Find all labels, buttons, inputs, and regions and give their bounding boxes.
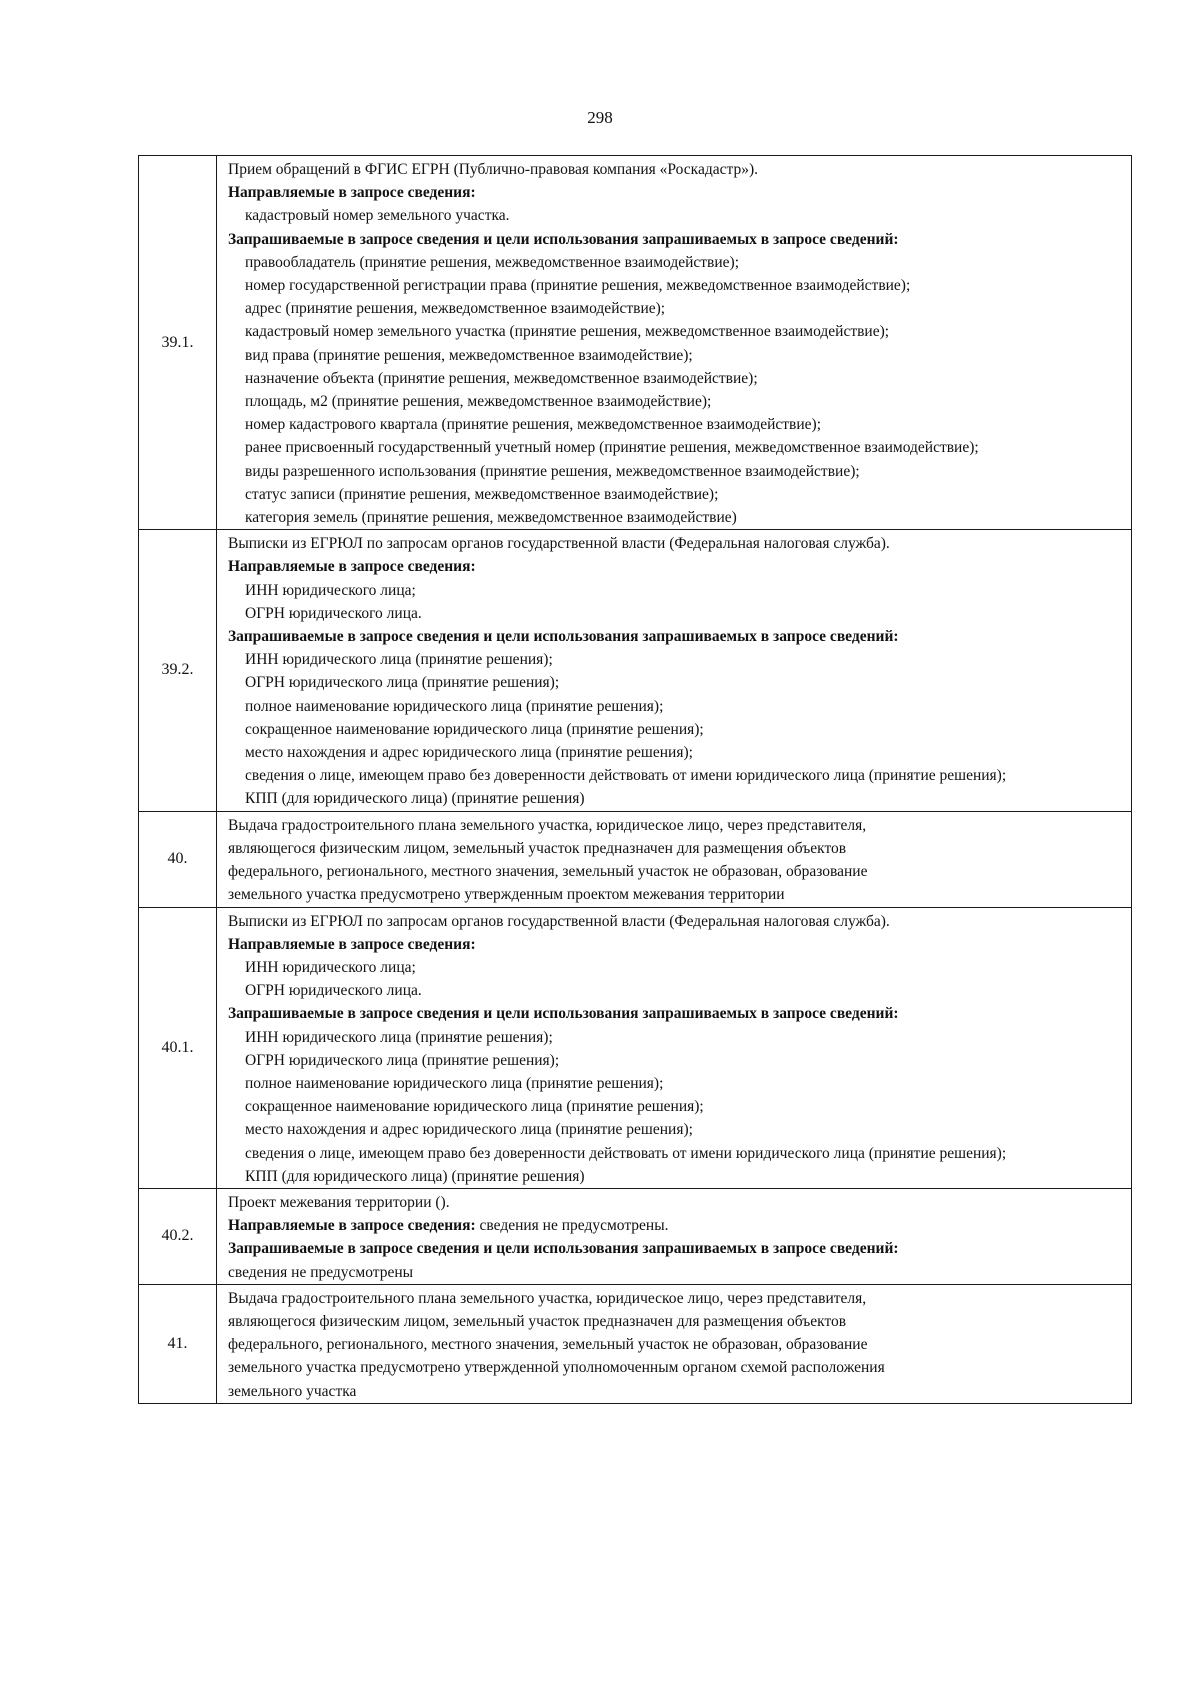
content-line: сведения не предусмотрены [228, 1263, 414, 1281]
content-line: сокращенное наименование юридического лица (принятие решения); [245, 720, 704, 738]
content-line: земельного участка [228, 1382, 357, 1400]
content-line: КПП (для юридического лица) (принятие решения) [245, 790, 585, 808]
table-row [139, 1284, 1132, 1403]
content-line: назначение объекта (принятие решения, межведомственное взаимодействие); [245, 369, 758, 387]
row-number: 39.1. [139, 156, 217, 530]
content-line: адрес (принятие решения, межведомственное взаимодействие); [245, 300, 666, 318]
content-line: сокращенное наименование юридического лица (принятие решения); [245, 1098, 704, 1116]
section-heading: Запрашиваемые в запросе сведения и цели использования запрашиваемых в запросе сведений: [228, 628, 899, 646]
row-number: 40.2. [139, 1188, 217, 1284]
table-row [139, 530, 1132, 811]
content-line: ранее присвоенный государственный учетный номер (принятие решения, межведомственное взаимодействие); [245, 439, 979, 457]
row-content [217, 907, 1132, 1188]
content-line: ИНН юридического лица (принятие решения); [245, 651, 553, 669]
content-line: КПП (для юридического лица) (принятие решения) [245, 1167, 585, 1185]
content-line: полное наименование юридического лица (принятие решения); [245, 1074, 664, 1092]
content-line: являющегося физическим лицом, земельный участок предназначен для размещения объектов [228, 1312, 847, 1330]
section-heading: Запрашиваемые в запросе сведения и цели использования запрашиваемых в запросе сведений: [228, 230, 899, 248]
section-heading: Направляемые в запросе сведения: [228, 558, 476, 576]
section-heading: Направляемые в запросе сведения: [228, 184, 476, 202]
content-line: земельного участка предусмотрено утвержденным проектом межевания территории [228, 886, 785, 904]
registry-table [138, 155, 1132, 1404]
content-line: кадастровый номер земельного участка (принятие решения, межведомственное взаимодействие); [245, 323, 890, 341]
row-number: 40.1. [139, 907, 217, 1188]
heading-value: сведения не предусмотрены. [475, 1217, 669, 1235]
content-line: Выписки из ЕГРЮЛ по запросам органов государственной власти (Федеральная налоговая служба). [228, 912, 890, 930]
content-line: номер государственной регистрации права (принятие решения, межведомственное взаимодействие); [245, 277, 911, 295]
content-line: ИНН юридического лица; [245, 958, 416, 976]
content-line: ИНН юридического лица (принятие решения); [245, 1028, 553, 1046]
content-line: правообладатель (принятие решения, межведомственное взаимодействие); [245, 253, 740, 271]
content-line: федерального, регионального, местного значения, земельный участок не образован, образование [228, 863, 868, 881]
content-line: ОГРН юридического лица. [245, 982, 422, 1000]
content-line: вид права (принятие решения, межведомственное взаимодействие); [245, 346, 693, 364]
content-line: сведения о лице, имеющем право без доверенности действовать от имени юридического лица (принятие решения); [245, 767, 1007, 785]
content-line: Выписки из ЕГРЮЛ по запросам органов государственной власти (Федеральная налоговая служба). [228, 535, 890, 553]
content-line: ИНН юридического лица; [245, 581, 416, 599]
content-line: ОГРН юридического лица (принятие решения); [245, 1051, 560, 1069]
row-number: 41. [139, 1284, 217, 1403]
table-row [139, 811, 1132, 907]
row-content [217, 1284, 1132, 1403]
content-line: номер кадастрового квартала (принятие решения, межведомственное взаимодействие); [245, 416, 822, 434]
row-content [217, 530, 1132, 811]
section-heading: Направляемые в запросе сведения: [228, 935, 476, 953]
content-line: ОГРН юридического лица. [245, 604, 422, 622]
content-line: место нахождения и адрес юридического лица (принятие решения); [245, 1121, 693, 1139]
content-line: полное наименование юридического лица (принятие решения); [245, 697, 664, 715]
content-line: федерального, регионального, местного значения, земельный участок не образован, образование [228, 1336, 868, 1354]
content-line: категория земель (принятие решения, межведомственное взаимодействие) [245, 509, 737, 527]
content-line: земельного участка предусмотрено утвержденной уполномоченным органом схемой расположения [228, 1359, 885, 1377]
section-heading: Запрашиваемые в запросе сведения и цели использования запрашиваемых в запросе сведений: [228, 1240, 899, 1258]
section-heading: Направляемые в запросе сведения: [228, 1217, 476, 1235]
table-row [139, 156, 1132, 530]
content-line: статус записи (принятие решения, межведомственное взаимодействие); [245, 485, 719, 503]
content-line: Проект межевания территории (). [228, 1193, 450, 1211]
content-line: Выдача градостроительного плана земельного участка, юридическое лицо, через представителя, [228, 1289, 867, 1307]
content-line: ОГРН юридического лица (принятие решения); [245, 674, 560, 692]
row-content [217, 1188, 1132, 1284]
table-row [139, 907, 1132, 1188]
content-line: виды разрешенного использования (принятие решения, межведомственное взаимодействие); [245, 462, 860, 480]
table-row [139, 1188, 1132, 1284]
row-content [217, 811, 1132, 907]
content-line: являющегося физическим лицом, земельный участок предназначен для размещения объектов [228, 839, 847, 857]
content-line: сведения о лице, имеющем право без доверенности действовать от имени юридического лица (принятие решения); [245, 1144, 1007, 1162]
registry-table-body [139, 156, 1132, 1404]
page-number: 298 [587, 108, 613, 127]
section-heading: Запрашиваемые в запросе сведения и цели использования запрашиваемых в запросе сведений: [228, 1005, 899, 1023]
row-number: 40. [139, 811, 217, 907]
content-line: место нахождения и адрес юридического лица (принятие решения); [245, 744, 693, 762]
row-content [217, 156, 1132, 530]
content-line: площадь, м2 (принятие решения, межведомственное взаимодействие); [245, 393, 712, 411]
content-line: кадастровый номер земельного участка. [245, 207, 510, 225]
content-line: Выдача градостроительного плана земельного участка, юридическое лицо, через представителя, [228, 816, 867, 834]
content-line [228, 1214, 1125, 1237]
row-number: 39.2. [139, 530, 217, 811]
content-line: Прием обращений в ФГИС ЕГРН (Публично-правовая компания «Роскадастр»). [228, 161, 758, 178]
